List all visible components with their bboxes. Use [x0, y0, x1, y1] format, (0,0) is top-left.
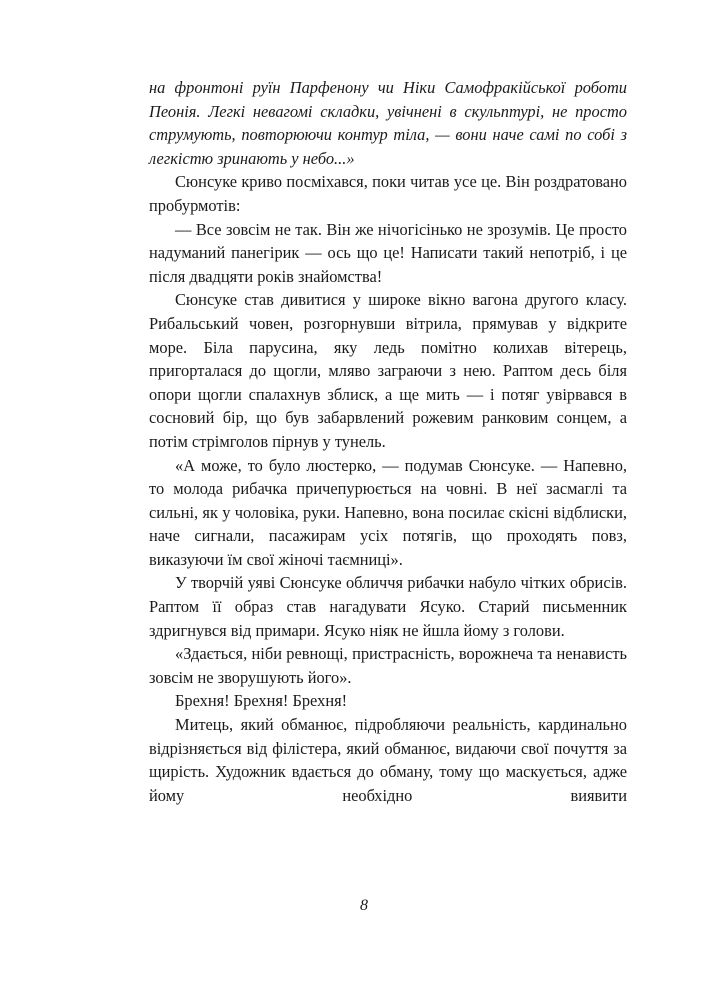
- paragraph: У творчій уяві Сюнсуке обличчя рибачки набуло чітких обрисів. Раптом її образ став нагадувати Ясуко. Старий письменник здригнувся від примари. Ясуко ніяк не йшла йому з голови.: [149, 573, 627, 640]
- paragraph: — Все зовсім не так. Він же нічогісінько не зрозумів. Це просто надуманий панегірик — ось що це! Написати такий непотріб, і це після двадцяти років знайомства!: [149, 219, 627, 286]
- paragraph: Сюнсуке став дивитися у широке вікно вагона другого класу. Рибальський човен, розгорнувши вітрила, прямував у відкрите море. Біла парусина, яку ледь помітно колихав вітерець, пригорталася до щогли, мляво заграючи з нею. Раптом десь біля опори щогли спалахнув зблиск, а ще мить — і потяг увірвався в сосновий бір, що був забарвлений рожевим ранковим сонцем, а потім стрімголов пірнув у тунель.: [149, 290, 627, 451]
- paragraph: на фронтоні руїн Парфенону чи Ніки Самофракійської роботи Пеонія. Легкі невагомі складки, увічнені в скульптурі, не просто струмують, повторюючи контур тіла, — вони наче самі по собі з легкістю зринають у небо...»: [149, 78, 627, 168]
- paragraph: «А може, то було люстерко, — подумав Сюнсуке. — Напевно, то молода рибачка причепурюється на човні. В неї засмаглі та сильні, як у чоловіка, руки. Напевно, вона посилає скісні відблиски, наче сигнали, пасажирам усіх потягів, що проходять повз, виказуючи їм свої жіночі таємниці».: [149, 455, 627, 569]
- paragraph: Митець, який обманює, підробляючи реальність, кардинально відрізняється від філістера, який обманює, видаючи свої почуття за щирість. Художник вдається до обману, тому що маскується, адже йому необхідно виявити: [149, 715, 627, 805]
- paragraph: Сюнсуке криво посміхався, поки читав усе це. Він роздратовано пробурмотів:: [149, 172, 627, 215]
- paragraph: Брехня! Брехня! Брехня!: [175, 691, 348, 711]
- page-body: [149, 76, 627, 807]
- page-number: 8: [360, 897, 368, 914]
- paragraph: «Здається, ніби ревнощі, пристрасність, ворожнеча та ненависть зовсім не зворушують його».: [149, 644, 627, 687]
